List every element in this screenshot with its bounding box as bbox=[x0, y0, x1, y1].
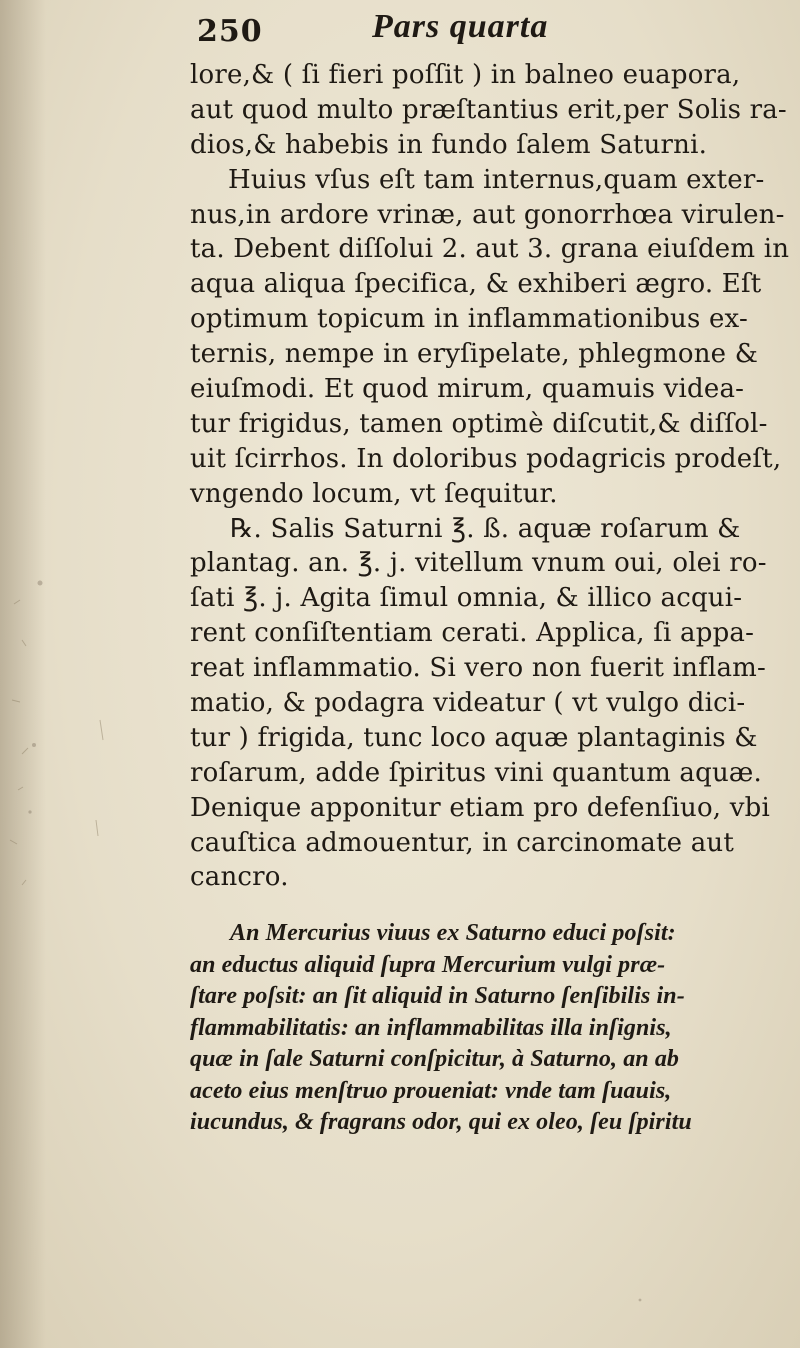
italic-line: iucundus, & fragrans odor, qui ex oleo, ſeu ſpiritu bbox=[190, 1109, 692, 1135]
italic-line: an eductus aliquid ſupra Mercurium vulgi præ- bbox=[190, 951, 666, 978]
text-line: tur frigidus, tamen optimè diſcutit,& diſſol- bbox=[190, 408, 768, 439]
text-line: Denique apponitur etiam pro defenſiuo, vbi bbox=[190, 792, 770, 823]
text-line: Huius vſus eſt tam internus,quam exter- bbox=[228, 164, 765, 195]
text-line: lore,& ( ſi fieri poſſit ) in balneo euapora, bbox=[190, 60, 741, 90]
text-line: tur ) frigida, tunc loco aquæ plantaginis & bbox=[190, 722, 758, 753]
italic-line: quæ in ſale Saturni conſpicitur, à Saturno, an ab bbox=[190, 1046, 680, 1072]
text-line: cauſtica admouentur, in carcinomate aut bbox=[190, 827, 734, 858]
text-line: aut quod multo præſtantius erit,per Solis ra- bbox=[190, 94, 787, 125]
text-line: matio, & podagra videatur ( vt vulgo dici- bbox=[190, 688, 746, 719]
spine-shadow bbox=[0, 0, 46, 1348]
text-line: vngendo locum, vt ſequitur. bbox=[190, 478, 558, 509]
text-line: ta. Debent diſſolui 2. aut 3. grana eiuſdem in bbox=[190, 234, 790, 265]
text-line: ſati ℥. j. Agita ſimul omnia, & illico acqui- bbox=[190, 583, 743, 614]
recipe-line: ℞. Salis Saturni ℥. ß. aquæ roſarum & bbox=[230, 513, 741, 544]
italic-question-block bbox=[190, 918, 800, 1139]
text-line: optimum topicum in inflammationibus ex- bbox=[190, 304, 748, 335]
italic-line: An Mercurius viuus ex Saturno educi poſsit: bbox=[230, 920, 676, 946]
text-line: eiuſmodi. Et quod mirum, quamuis videa- bbox=[190, 374, 745, 405]
italic-line: aceto eius menſtruo proueniat: vnde tam ſuauis, bbox=[190, 1077, 672, 1104]
text-line: plantag. an. ℥. j. vitellum vnum oui, olei ro- bbox=[190, 548, 767, 579]
text-line: dios,& habebis in fundo ſalem Saturni. bbox=[190, 129, 708, 160]
italic-line: flammabilitatis: an inflammabilitas illa inſignis, bbox=[190, 1014, 672, 1041]
text-line: rent conſiſtentiam cerati. Applica, ſi appa- bbox=[190, 618, 755, 649]
text-line: reat inflammatio. Si vero non fuerit inflam- bbox=[190, 653, 767, 684]
italic-line: ſtare poſsit: an ſit aliquid in Saturno ſenſibilis in- bbox=[190, 983, 685, 1009]
text-line: ternis, nempe in eryſipelate, phlegmone & bbox=[190, 339, 759, 370]
main-text-block bbox=[190, 58, 800, 895]
text-line: uit ſcirrhos. In doloribus podagricis prodeſt, bbox=[190, 443, 782, 474]
text-line: roſarum, adde ſpiritus vini quantum aquæ. bbox=[190, 757, 762, 788]
text-line: cancro. bbox=[190, 862, 289, 893]
running-title: Pars quarta bbox=[372, 8, 549, 45]
text-line: aqua aliqua ſpecifica, & exhiberi ægro. Eſt bbox=[190, 269, 762, 300]
page-header bbox=[0, 8, 800, 58]
text-line: nus,in ardore vrinæ, aut gonorrhœa virulen- bbox=[190, 199, 785, 230]
page-number: 250 bbox=[197, 14, 263, 49]
